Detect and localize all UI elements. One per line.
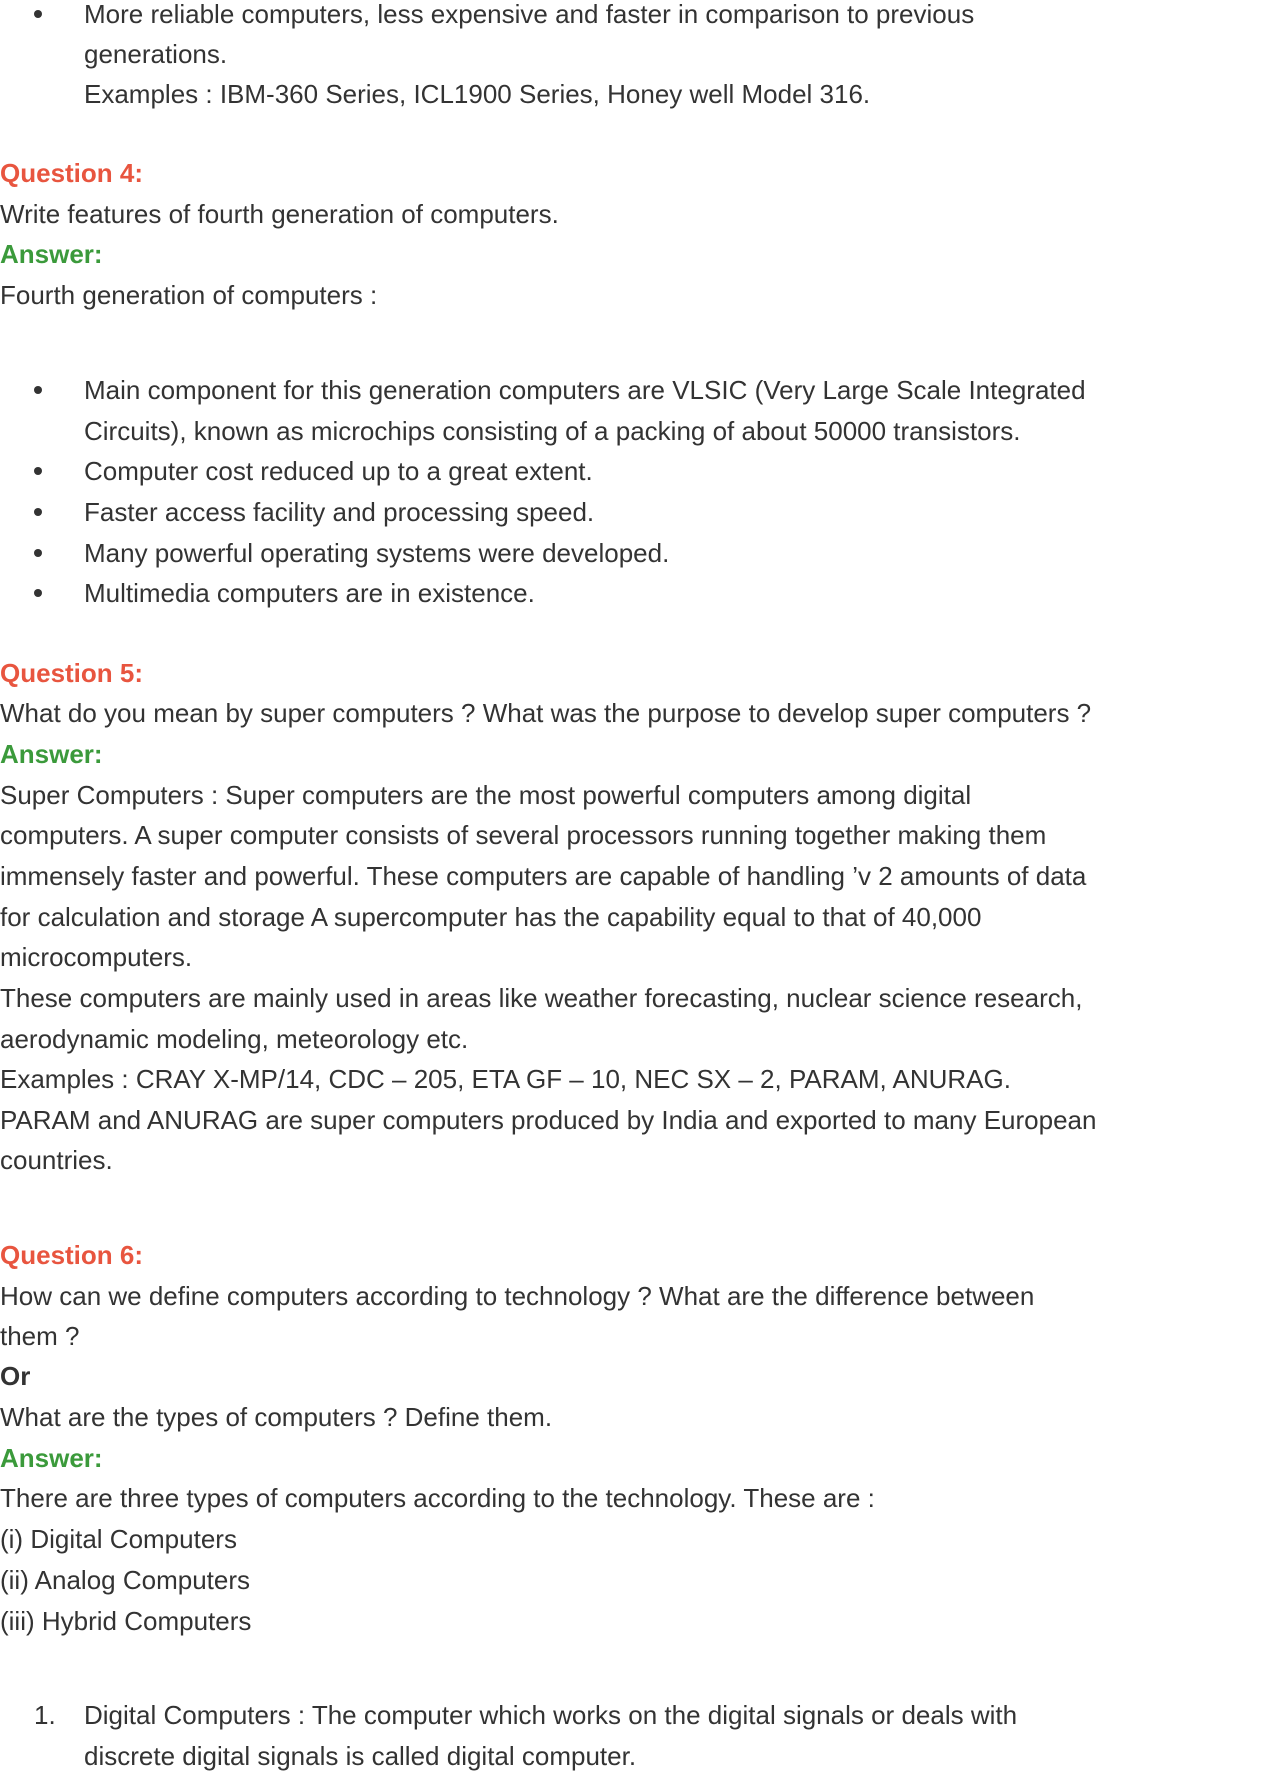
bullet-text: Faster access facility and processing speed. — [84, 497, 595, 527]
or-label: Or — [0, 1361, 31, 1391]
bullet-icon — [34, 467, 42, 475]
bullet-icon — [34, 549, 42, 557]
answer-line: aerodynamic modeling, meteorology etc. — [0, 1024, 469, 1054]
numbered-item-text: Digital Computers : The computer which works on the digital signals or deals with — [84, 1700, 1018, 1730]
answer-intro: Fourth generation of computers : — [0, 280, 378, 310]
question-4-label: Question 4: — [0, 158, 144, 188]
answer-label: Answer: — [0, 739, 103, 769]
bullet-icon — [34, 386, 42, 394]
question-4-text: Write features of fourth generation of computers. — [0, 199, 559, 229]
question-6-label: Question 6: — [0, 1240, 144, 1270]
bullet-text: Circuits), known as microchips consisting of a packing of about 50000 transistors. — [84, 416, 1021, 446]
answer-line: immensely faster and powerful. These computers are capable of handling ’v 2 amounts of data — [0, 861, 1087, 891]
question-6-alt-text: What are the types of computers ? Define them. — [0, 1402, 553, 1432]
answer-line: for calculation and storage A supercomputer has the capability equal to that of 40,000 — [0, 902, 982, 932]
bullet-text: Computer cost reduced up to a great extent. — [84, 456, 593, 486]
answer-line: PARAM and ANURAG are super computers produced by India and exported to many European — [0, 1105, 1097, 1135]
question-5-label: Question 5: — [0, 658, 144, 688]
bullet-text: Multimedia computers are in existence. — [84, 578, 535, 608]
answer-line: (iii) Hybrid Computers — [0, 1606, 252, 1636]
answer-label: Answer: — [0, 239, 103, 269]
question-6-text: How can we define computers according to technology ? What are the difference between — [0, 1281, 1035, 1311]
answer-line: (i) Digital Computers — [0, 1524, 237, 1554]
answer-line: microcomputers. — [0, 942, 193, 972]
bullet-text: Many powerful operating systems were developed. — [84, 538, 670, 568]
bullet-icon — [34, 589, 42, 597]
answer-line: Examples : CRAY X-MP/14, CDC – 205, ETA GF – 10, NEC SX – 2, PARAM, ANURAG. — [0, 1064, 1011, 1094]
examples-text: Examples : IBM-360 Series, ICL1900 Series, Honey well Model 316. — [84, 79, 871, 109]
answer-line: Super Computers : Super computers are the most powerful computers among digital — [0, 780, 972, 810]
answer-line: computers. A super computer consists of several processors running together making them — [0, 820, 1047, 850]
bullet-text: generations. — [84, 39, 228, 69]
bullet-text: Main component for this generation computers are VLSIC (Very Large Scale Integrated — [84, 375, 1086, 405]
bullet-icon — [34, 508, 42, 516]
bullet-icon — [34, 10, 42, 18]
answer-line: There are three types of computers according to the technology. These are : — [0, 1483, 875, 1513]
answer-line: countries. — [0, 1145, 113, 1175]
question-6-text: them ? — [0, 1321, 80, 1351]
question-5-text: What do you mean by super computers ? What was the purpose to develop super computers ? — [0, 698, 1092, 728]
list-number: 1. — [34, 1700, 56, 1730]
bullet-text: More reliable computers, less expensive and faster in comparison to previous — [84, 0, 975, 29]
answer-line: These computers are mainly used in areas like weather forecasting, nuclear science research, — [0, 983, 1083, 1013]
answer-line: (ii) Analog Computers — [0, 1565, 250, 1595]
numbered-item-text: discrete digital signals is called digital computer. — [84, 1741, 637, 1771]
answer-label: Answer: — [0, 1443, 103, 1473]
